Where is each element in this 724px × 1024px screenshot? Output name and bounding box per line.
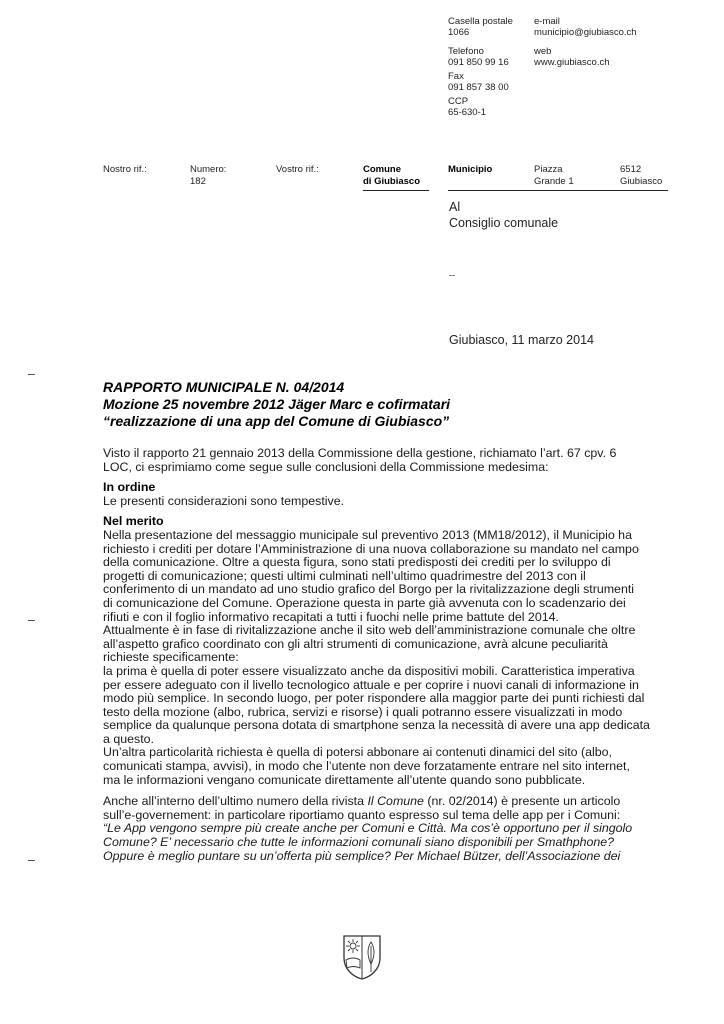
quote-line: Oppure è meglio puntare su un’offerta più semplice? Per Michael Bützer, dell’Associazione dei [103, 848, 621, 863]
comune-line1: Comune [363, 164, 401, 175]
body-line: conferimento di un mandato ad uno studio grafico del Borgo per la rivitalizzazione degli strumenti [103, 582, 635, 597]
title-line2: Mozione 25 novembre 2012 Jäger Marc e cofirmatari [103, 396, 451, 412]
contact-block [448, 16, 513, 118]
quote-line: Comune? E’ necessario che tutte le informazioni comunali siano disponibili per Smathphone? [103, 835, 615, 850]
letter-body [103, 447, 703, 863]
body-line: comunicati stampa, avvisi), in modo che l’utente non deve forzatamente entrare nel sito internet, [103, 759, 630, 774]
municipio-label [448, 164, 492, 176]
ccp-value: 65-630-1 [448, 107, 487, 118]
city-value: Giubiasco [620, 176, 663, 187]
casella-label: Casella postale [448, 16, 513, 27]
numero-label: Numero: [190, 164, 227, 175]
body-line: testo della mozione (albo, rubrica, servizi e risorse) i quali potranno essere visualizzati in modo [103, 704, 623, 719]
body-line: modo più semplice. In secondo luogo, per poter rispondere alla maggior parte dei punti richiesti dal [103, 691, 645, 706]
piazza-address [534, 164, 574, 188]
body-line: richieste specificamente: [103, 650, 239, 665]
in-ordine-text: Le presenti considerazioni sono tempestive. [103, 493, 345, 508]
numero-value: 182 [190, 176, 206, 187]
nostro-rif-text: Nostro rif.: [103, 164, 147, 175]
comune-underline [363, 190, 429, 191]
body-line: Attualmente è in fase di rivitalizzazione anche il sito web dell’amministrazione comunale che oltre [103, 623, 636, 638]
letter-date: Giubiasco, 11 marzo 2014 [449, 333, 594, 347]
comune-line2: di Giubiasco [363, 176, 421, 187]
fold-mark-middle [28, 620, 35, 621]
recipient-block [449, 199, 558, 231]
address-window-mark [449, 275, 455, 276]
casella-value: 1066 [448, 27, 470, 38]
body-line: all’aspetto grafico coordinato con gli altri strumenti di comunicazione, avrà alcune peculiarità [103, 636, 608, 651]
numero-field [190, 164, 226, 188]
comune-name [363, 164, 420, 188]
closing-line [103, 795, 703, 809]
web-link[interactable]: www.giubiasco.ch [534, 57, 610, 68]
body-line: a questo. [103, 731, 154, 746]
email-link[interactable]: municipio@giubiasco.ch [534, 27, 637, 38]
contact-block-right [534, 16, 637, 68]
title-line1: RAPPORTO MUNICIPALE N. 04/2014 [103, 379, 345, 395]
body-line: Un’altra particolarità richiesta è quella di potersi abbonare ai contenuti dinamici del sito (albo, [103, 745, 612, 760]
cap-value: 6512 [620, 164, 642, 175]
section-heading-in-ordine: In ordine [103, 480, 156, 495]
intro-line: LOC, ci esprimiamo come segue sulle conclusioni della Commissione medesima: [103, 459, 549, 474]
recipient-line1: Al [449, 200, 461, 214]
nel-merito-paragraph [103, 529, 703, 787]
body-line: la prima è quella di poter essere visualizzato anche da dispositivi mobili. Caratteristica imperativa [103, 663, 635, 678]
section-heading-nel-merito: Nel merito [103, 514, 164, 529]
quote-line: “Le App vengono sempre più create anche per Comuni e Città. Ma cos’è opportuno per il singolo [103, 821, 633, 836]
closing-text-post: (nr. 02/2014) è presente un articolo [423, 794, 621, 809]
coat-of-arms-logo [342, 934, 382, 980]
magazine-title: Il Comune [367, 794, 424, 809]
municipio-text: Municipio [448, 164, 493, 175]
piazza-line2: Grande 1 [534, 176, 574, 187]
report-title [103, 379, 450, 430]
body-line: rifiuti e con il foglio informativo recapitati a tutti i fuochi nelle prime battute del 2014. [103, 609, 559, 624]
telefono-value: 091 850 99 16 [448, 57, 509, 68]
body-line: di comunicazione del Comune. Operazione questa in parte già avvenuta con lo scadenzario dei [103, 595, 626, 610]
fold-mark-bottom [28, 860, 35, 861]
title-line3: “realizzazione di una app del Comune di Giubiasco” [103, 413, 450, 429]
closing-line: sull’e-governement: in particolare riportiamo quanto espresso sul tema delle app per i Comuni: [103, 807, 621, 822]
vostro-rif-text: Vostro rif.: [276, 164, 319, 175]
city-address [620, 164, 662, 188]
vostro-rif-label [276, 164, 319, 176]
intro-line: Visto il rapporto 21 gennaio 2013 della Commissione della gestione, richiamato l’art. 67 cpv. 6 [103, 446, 617, 460]
body-line: per essere adeguato con il livello tecnologico attuale e per coprire i nuovi canali di informazione in [103, 677, 639, 692]
web-label: web [534, 46, 552, 57]
nostro-rif-label [103, 164, 147, 176]
ccp-label: CCP [448, 96, 469, 107]
fold-mark-top [28, 374, 35, 375]
body-line: progetti di comunicazione; questi ultimi culminati nell’ultimo quadrimestre del 2013 con il [103, 568, 586, 583]
telefono-label: Telefono [448, 46, 484, 57]
body-line: Nella presentazione del messaggio municipale sul preventivo 2013 (MM18/2012), il Municipio ha [103, 527, 632, 542]
body-line: richiesto i crediti per dotare l’Amministrazione di una nuova collaborazione su mandato nel campo [103, 541, 639, 556]
piazza-line1: Piazza [534, 164, 563, 175]
closing-text-pre: Anche all’interno dell’ultimo numero della rivista [103, 794, 368, 809]
email-label: e-mail [534, 16, 560, 27]
body-line: della comunicazione. Oltre a questa figura, sono stati predisposti dei crediti per lo sviluppo di [103, 555, 611, 570]
body-line: ma le informazioni vengano comunicate direttamente all’utente quando sono pubblicate. [103, 772, 586, 787]
fax-value: 091 857 38 00 [448, 82, 509, 93]
fax-label: Fax [448, 71, 464, 82]
municipio-underline [448, 190, 668, 191]
recipient-line2: Consiglio comunale [449, 216, 559, 230]
body-line: semplice da qualunque persona dotata di smartphone senza la necessità di avere una app dedicata [103, 718, 650, 733]
